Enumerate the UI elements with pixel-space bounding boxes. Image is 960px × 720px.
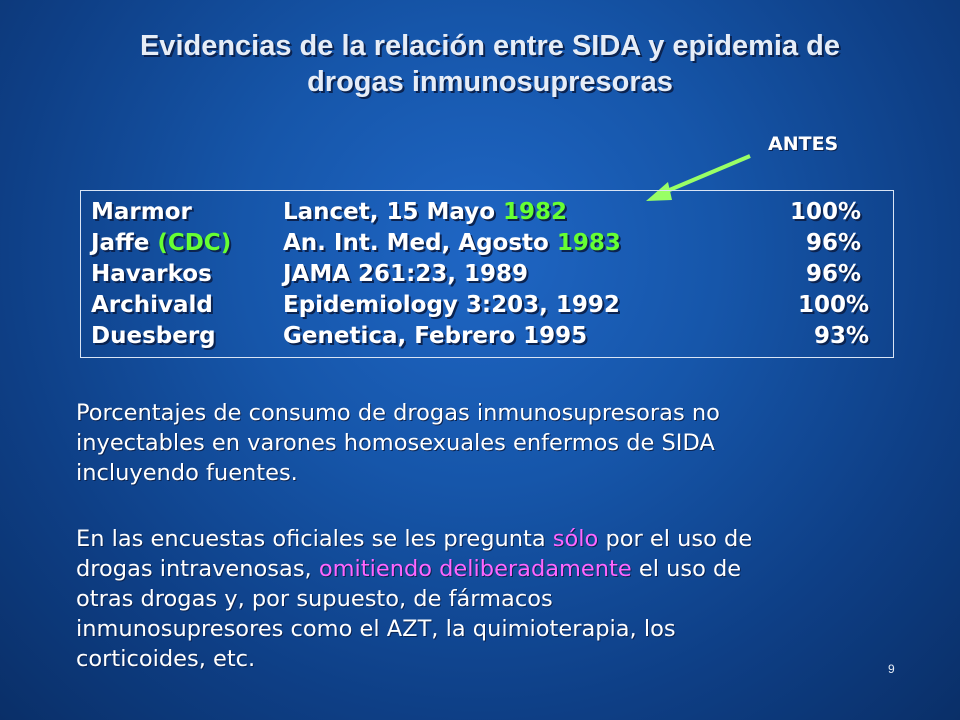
reference-percent: 96% [805, 230, 861, 256]
paragraph-line: inyectables en varones homosexuales enfermos de SIDA [76, 430, 715, 456]
paragraph-line: incluyendo fuentes. [76, 460, 298, 486]
reference-source: Lancet, 15 Mayo 1982 [283, 199, 568, 225]
paragraph-line: corticoides, etc. [76, 646, 256, 672]
reference-percent: 100% [797, 292, 869, 318]
reference-percent: 96% [805, 261, 861, 287]
reference-percent: 93% [813, 323, 869, 349]
paragraph-line: otras drogas y, por supuesto, de fármacos [76, 586, 553, 612]
reference-source: An. Int. Med, Agosto 1983 [283, 230, 621, 256]
paragraph-line: En las encuestas oficiales se les pregunta sólo por el uso de [76, 526, 753, 552]
reference-source: Genetica, Febrero 1995 [283, 323, 588, 349]
reference-source: Epidemiology 3:203, 1992 [283, 292, 620, 318]
reference-author: Jaffe (CDC) [91, 230, 232, 256]
highlight-solo: sólo [552, 526, 599, 552]
slide-title [60, 28, 920, 100]
reference-author: Havarkos [91, 261, 212, 287]
reference-percent: 100% [789, 199, 861, 225]
reference-author: Duesberg [91, 323, 216, 349]
reference-source: JAMA 261:23, 1989 [283, 261, 529, 287]
page-number: 9 [888, 662, 895, 676]
reference-author-note: (CDC) [157, 230, 232, 256]
paragraph-line: drogas intravenosas, omitiendo deliberadamente el uso de [76, 556, 742, 582]
reference-year: 1983 [556, 230, 621, 256]
paragraph-line: Porcentajes de consumo de drogas inmunosupresoras no [76, 400, 720, 426]
description-paragraph [76, 398, 906, 488]
references-table [80, 190, 894, 358]
antes-callout: ANTES [768, 133, 839, 155]
reference-author: Archivald [91, 292, 213, 318]
paragraph-line: inmunosupresores como el AZT, la quimioterapia, los [76, 616, 676, 642]
title-line-2: drogas inmunosupresoras [307, 66, 673, 98]
title-line-1: Evidencias de la relación entre SIDA y epidemia de [139, 30, 841, 62]
highlight-omitiendo: omitiendo deliberadamente [318, 556, 632, 582]
surveys-paragraph [76, 524, 906, 674]
reference-author: Marmor [91, 199, 192, 225]
reference-year: 1982 [503, 199, 568, 225]
